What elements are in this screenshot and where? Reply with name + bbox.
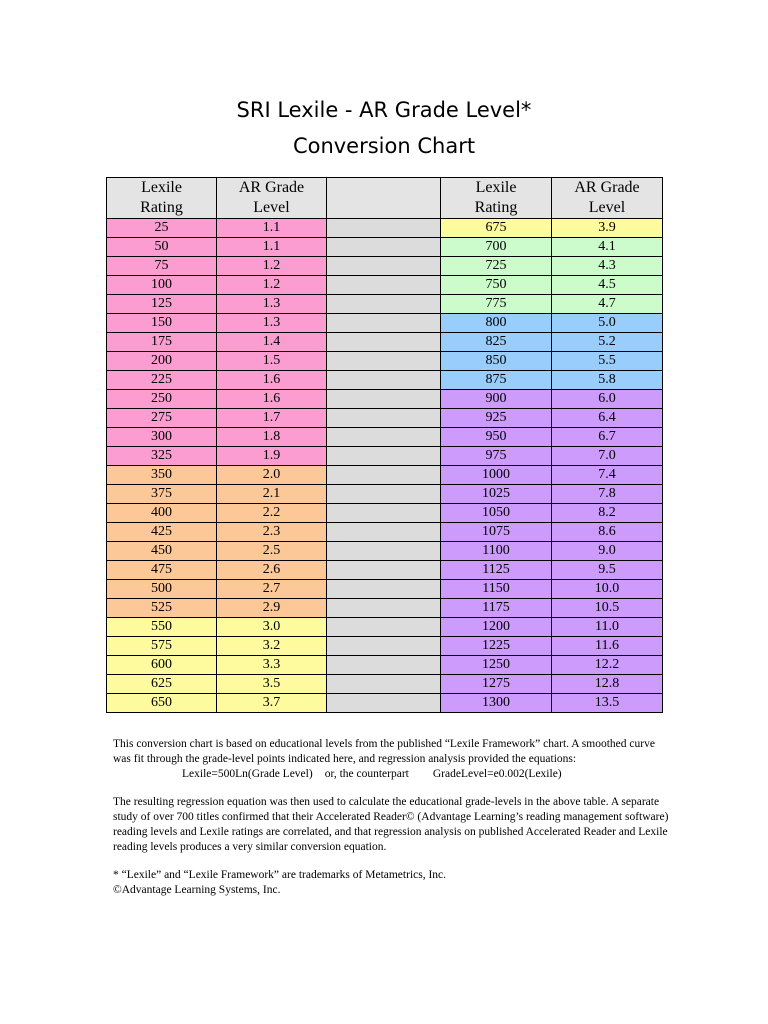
right-lexile-cell: 775 — [441, 295, 552, 314]
left-ar-cell: 1.9 — [217, 447, 327, 466]
right-ar-cell: 8.6 — [552, 523, 663, 542]
title-line-1: SRI Lexile - AR Grade Level* — [236, 98, 532, 122]
table-row — [107, 219, 663, 238]
spacer-cell — [327, 656, 441, 675]
table-row — [107, 485, 663, 504]
right-lexile-cell: 675 — [441, 219, 552, 238]
table-row — [107, 504, 663, 523]
left-ar-cell: 3.7 — [217, 694, 327, 713]
right-lexile-cell: 1300 — [441, 694, 552, 713]
right-ar-cell: 3.9 — [552, 219, 663, 238]
right-lexile-cell: 1150 — [441, 580, 552, 599]
header-ar-line2: Level — [253, 199, 290, 216]
left-ar-cell: 1.5 — [217, 352, 327, 371]
left-ar-cell: 2.7 — [217, 580, 327, 599]
footnote-trademark: * “Lexile” and “Lexile Framework” are trademarks of Metametrics, Inc. — [113, 869, 447, 881]
title-line-2: Conversion Chart — [292, 134, 476, 158]
right-ar-cell: 8.2 — [552, 504, 663, 523]
right-ar-cell: 13.5 — [552, 694, 663, 713]
table-row — [107, 656, 663, 675]
table-row — [107, 352, 663, 371]
right-lexile-cell: 1125 — [441, 561, 552, 580]
left-ar-cell: 1.8 — [217, 428, 327, 447]
spacer-cell — [327, 599, 441, 618]
table-row — [107, 276, 663, 295]
spacer-cell — [327, 276, 441, 295]
left-lexile-cell: 625 — [107, 675, 217, 694]
left-ar-cell: 3.5 — [217, 675, 327, 694]
table-row — [107, 675, 663, 694]
header-ar-line1: AR Grade — [238, 179, 305, 196]
right-lexile-cell: 1200 — [441, 618, 552, 637]
spacer-cell — [327, 618, 441, 637]
right-lexile-cell: 850 — [441, 352, 552, 371]
right-ar-cell: 9.5 — [552, 561, 663, 580]
left-lexile-cell: 250 — [107, 390, 217, 409]
left-ar-cell: 1.2 — [217, 257, 327, 276]
table-row — [107, 390, 663, 409]
table-row — [107, 694, 663, 713]
left-ar-cell: 2.3 — [217, 523, 327, 542]
left-ar-cell: 1.3 — [217, 314, 327, 333]
spacer-cell — [327, 504, 441, 523]
left-lexile-cell: 150 — [107, 314, 217, 333]
left-lexile-cell: 300 — [107, 428, 217, 447]
left-ar-cell: 1.7 — [217, 409, 327, 428]
notes-paragraph-1 — [113, 737, 673, 782]
notes-paragraph-2: The resulting regression equation was then used to calculate the educational grade-levels in the above table. A separate study of over 700 titles confirmed that their Accelerated Reader© (Advantage Learning’s reading management software) reading levels and Lexile ratings are correlated, and that regression analysis on published Accelerated Reader and Lexile reading levels produces a very similar conversion equation. — [113, 796, 669, 853]
spacer-cell — [327, 257, 441, 276]
table-row — [107, 523, 663, 542]
right-lexile-cell: 825 — [441, 333, 552, 352]
right-ar-cell: 12.2 — [552, 656, 663, 675]
right-ar-cell: 6.0 — [552, 390, 663, 409]
spacer-cell — [327, 333, 441, 352]
left-lexile-cell: 350 — [107, 466, 217, 485]
left-ar-cell: 1.4 — [217, 333, 327, 352]
right-lexile-cell: 1250 — [441, 656, 552, 675]
right-ar-cell: 7.0 — [552, 447, 663, 466]
table-row — [107, 580, 663, 599]
table-row — [107, 561, 663, 580]
left-lexile-cell: 225 — [107, 371, 217, 390]
page-title — [0, 92, 768, 164]
right-ar-cell: 10.5 — [552, 599, 663, 618]
right-lexile-cell: 1175 — [441, 599, 552, 618]
right-ar-cell: 9.0 — [552, 542, 663, 561]
table-row — [107, 371, 663, 390]
left-ar-cell: 3.0 — [217, 618, 327, 637]
spacer-cell — [327, 580, 441, 599]
right-ar-cell: 5.2 — [552, 333, 663, 352]
left-ar-cell: 1.6 — [217, 390, 327, 409]
left-ar-cell: 3.3 — [217, 656, 327, 675]
right-lexile-cell: 1000 — [441, 466, 552, 485]
table-row — [107, 637, 663, 656]
left-lexile-cell: 525 — [107, 599, 217, 618]
header-lexile-right — [441, 178, 552, 219]
spacer-cell — [327, 694, 441, 713]
spacer-cell — [327, 428, 441, 447]
table-row — [107, 428, 663, 447]
left-lexile-cell: 175 — [107, 333, 217, 352]
left-ar-cell: 2.5 — [217, 542, 327, 561]
right-ar-cell: 5.0 — [552, 314, 663, 333]
right-lexile-cell: 800 — [441, 314, 552, 333]
left-lexile-cell: 375 — [107, 485, 217, 504]
header-ar-line1: AR Grade — [574, 179, 640, 196]
left-lexile-cell: 650 — [107, 694, 217, 713]
table-row — [107, 257, 663, 276]
equation-line — [113, 768, 562, 780]
right-lexile-cell: 1075 — [441, 523, 552, 542]
right-lexile-cell: 1275 — [441, 675, 552, 694]
header-ar-right — [552, 178, 663, 219]
left-ar-cell: 1.2 — [217, 276, 327, 295]
left-lexile-cell: 200 — [107, 352, 217, 371]
left-lexile-cell: 25 — [107, 219, 217, 238]
spacer-cell — [327, 352, 441, 371]
left-ar-cell: 3.2 — [217, 637, 327, 656]
left-lexile-cell: 75 — [107, 257, 217, 276]
right-ar-cell: 4.7 — [552, 295, 663, 314]
spacer-cell — [327, 390, 441, 409]
header-ar-line2: Level — [588, 199, 626, 216]
right-ar-cell: 4.3 — [552, 257, 663, 276]
spacer-cell — [327, 466, 441, 485]
left-ar-cell: 2.1 — [217, 485, 327, 504]
left-ar-cell: 2.6 — [217, 561, 327, 580]
spacer-cell — [327, 485, 441, 504]
right-lexile-cell: 875 — [441, 371, 552, 390]
left-ar-cell: 2.2 — [217, 504, 327, 523]
table-row — [107, 295, 663, 314]
right-lexile-cell: 900 — [441, 390, 552, 409]
spacer-cell — [327, 637, 441, 656]
left-lexile-cell: 100 — [107, 276, 217, 295]
header-lexile-line1: Lexile — [141, 179, 182, 196]
left-lexile-cell: 600 — [107, 656, 217, 675]
header-ar-left — [217, 178, 327, 219]
table-row — [107, 238, 663, 257]
footnote-copyright: ©Advantage Learning Systems, Inc. — [113, 884, 281, 896]
right-lexile-cell: 950 — [441, 428, 552, 447]
header-spacer — [327, 178, 441, 219]
left-ar-cell: 1.1 — [217, 219, 327, 238]
header-lexile-line1: Lexile — [475, 179, 517, 196]
spacer-cell — [327, 542, 441, 561]
spacer-cell — [327, 219, 441, 238]
table-row — [107, 542, 663, 561]
right-lexile-cell: 1050 — [441, 504, 552, 523]
right-ar-cell: 12.8 — [552, 675, 663, 694]
table-row — [107, 409, 663, 428]
right-ar-cell: 10.0 — [552, 580, 663, 599]
equation-separator: or, the counterpart — [324, 768, 409, 780]
conversion-table-body — [107, 178, 663, 713]
right-lexile-cell: 750 — [441, 276, 552, 295]
spacer-cell — [327, 371, 441, 390]
header-lexile-left — [107, 178, 217, 219]
header-lexile-line2: Rating — [140, 199, 183, 216]
left-lexile-cell: 50 — [107, 238, 217, 257]
table-row — [107, 618, 663, 637]
table-header-row — [107, 178, 663, 219]
right-lexile-cell: 925 — [441, 409, 552, 428]
footnotes — [113, 868, 673, 898]
right-lexile-cell: 725 — [441, 257, 552, 276]
spacer-cell — [327, 675, 441, 694]
right-ar-cell: 4.1 — [552, 238, 663, 257]
right-ar-cell: 7.4 — [552, 466, 663, 485]
notes-section — [113, 737, 673, 911]
table-row — [107, 333, 663, 352]
table-row — [107, 447, 663, 466]
spacer-cell — [327, 409, 441, 428]
spacer-cell — [327, 447, 441, 466]
left-lexile-cell: 500 — [107, 580, 217, 599]
spacer-cell — [327, 523, 441, 542]
equation-grade: GradeLevel=e0.002(Lexile) — [432, 768, 562, 780]
left-lexile-cell: 575 — [107, 637, 217, 656]
left-lexile-cell: 400 — [107, 504, 217, 523]
left-lexile-cell: 550 — [107, 618, 217, 637]
table-row — [107, 314, 663, 333]
left-lexile-cell: 475 — [107, 561, 217, 580]
left-lexile-cell: 125 — [107, 295, 217, 314]
right-lexile-cell: 1025 — [441, 485, 552, 504]
right-ar-cell: 5.5 — [552, 352, 663, 371]
table-row — [107, 599, 663, 618]
spacer-cell — [327, 314, 441, 333]
spacer-cell — [327, 295, 441, 314]
left-lexile-cell: 425 — [107, 523, 217, 542]
left-ar-cell: 1.1 — [217, 238, 327, 257]
right-ar-cell: 6.7 — [552, 428, 663, 447]
spacer-cell — [327, 561, 441, 580]
right-ar-cell: 7.8 — [552, 485, 663, 504]
left-ar-cell: 2.9 — [217, 599, 327, 618]
equation-lexile: Lexile=500Ln(Grade Level) — [182, 768, 313, 780]
left-ar-cell: 1.3 — [217, 295, 327, 314]
header-lexile-line2: Rating — [474, 199, 518, 216]
left-ar-cell: 1.6 — [217, 371, 327, 390]
right-ar-cell: 5.8 — [552, 371, 663, 390]
right-ar-cell: 11.6 — [552, 637, 663, 656]
left-lexile-cell: 325 — [107, 447, 217, 466]
right-lexile-cell: 1100 — [441, 542, 552, 561]
right-lexile-cell: 1225 — [441, 637, 552, 656]
notes-intro-text: This conversion chart is based on educational levels from the published “Lexile Framework” chart. A smoothed curve was fit through the grade-level points indicated here, and regression analysis provided the equations: — [113, 738, 655, 765]
table-row — [107, 466, 663, 485]
conversion-table — [106, 177, 663, 713]
right-ar-cell: 11.0 — [552, 618, 663, 637]
right-lexile-cell: 975 — [441, 447, 552, 466]
left-ar-cell: 2.0 — [217, 466, 327, 485]
right-ar-cell: 4.5 — [552, 276, 663, 295]
right-ar-cell: 6.4 — [552, 409, 663, 428]
spacer-cell — [327, 238, 441, 257]
left-lexile-cell: 275 — [107, 409, 217, 428]
right-lexile-cell: 700 — [441, 238, 552, 257]
left-lexile-cell: 450 — [107, 542, 217, 561]
